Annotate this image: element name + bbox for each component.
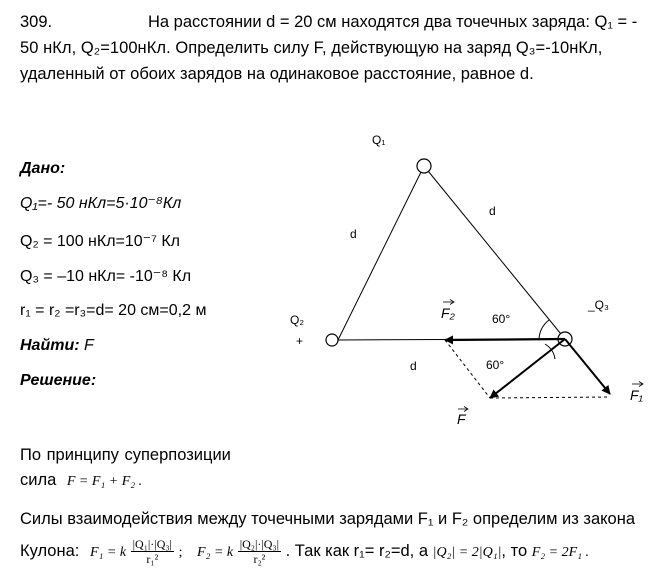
label-f-group <box>457 407 468 428</box>
label-angle-bottom: 60° <box>486 358 505 372</box>
interaction-line: Силы взаимодействия между точечными зарядами F₁ и F₂ определим из закона <box>20 510 636 528</box>
given-q2: Q₂ = 100 нКл=10⁻⁷ Кл <box>20 233 180 250</box>
label-q3: _Q₃ <box>588 298 609 312</box>
label-f1-group <box>630 382 644 404</box>
label-angle-top: 60° <box>492 312 511 326</box>
problem-number: 309. <box>20 13 53 31</box>
label-plus: + <box>296 334 304 348</box>
label-q1: Q₁ <box>372 133 386 147</box>
label-d-right: d <box>489 204 496 218</box>
f-relation: F₂ = 2F₁ . <box>531 545 590 560</box>
superposition-line-1: По принципу суперпозиции <box>20 446 231 464</box>
problem-line-1: На расстоянии d = 20 см находятся два точечных заряда: Q₁ = - <box>148 13 638 31</box>
side-q1-q2 <box>338 166 424 340</box>
problem-line-3: удаленный от обоих зарядов на одинаковое расстояние, равное d. <box>20 65 534 83</box>
charge-q1 <box>417 159 431 173</box>
formula-separator: ; <box>178 545 183 560</box>
label-f2-group <box>441 300 456 322</box>
q-relation: |Q₂| = 2|Q₁| <box>432 545 502 560</box>
since-text: . Так как r₁= r₂=d, а <box>285 542 429 560</box>
solution-title: Решение: <box>20 372 97 389</box>
given-q1: Q₁=- 50 нКл=5·10⁻⁸Кл <box>20 195 182 212</box>
problem-line-2: 50 нКл, Q₂=100нКл. Определить силу F, действующую на заряд Q₃=-10нКл, <box>20 39 603 57</box>
superposition-formula: F = F₁ + F₂ . <box>66 474 143 489</box>
coulomb-label: Кулона: <box>20 542 80 560</box>
label-q2: Q₂ <box>290 313 304 327</box>
f1-denominator: r₁² <box>146 552 159 567</box>
given-r: r₁ = r₂ =r₃=d= 20 см=0,2 м <box>20 302 207 319</box>
label-f: F <box>457 411 466 427</box>
f1-lhs: F₁ = k <box>89 545 127 560</box>
f2-lhs: F₂ = k <box>197 545 234 560</box>
angle-arc-top <box>539 320 549 339</box>
given-q3: Q₃ = –10 нКл= -10⁻⁸ Кл <box>20 268 192 285</box>
f2-denominator: r₂² <box>253 552 266 567</box>
f2-fraction <box>238 537 281 566</box>
charge-q2 <box>326 334 338 346</box>
find-title: Найти: <box>20 337 80 354</box>
f2-numerator: |Q₂|·|Q₃| <box>239 537 280 552</box>
f1-fraction <box>131 537 174 566</box>
label-d-left: d <box>350 227 357 241</box>
find-value: F <box>84 337 94 354</box>
vector-f1 <box>565 339 610 394</box>
label-f2: F₂ <box>441 305 455 321</box>
vector-f2 <box>445 339 565 340</box>
dashed-f-to-f1 <box>490 397 610 398</box>
label-f1: F₁ <box>630 387 643 403</box>
f1-numerator: |Q₁|·|Q₃| <box>132 537 172 552</box>
then-text: , то <box>501 542 528 560</box>
dashed-f2-to-f <box>445 340 490 398</box>
label-d-bottom: d <box>410 359 417 373</box>
superposition-line-2: сила <box>20 471 57 489</box>
given-title: Дано: <box>20 160 66 177</box>
